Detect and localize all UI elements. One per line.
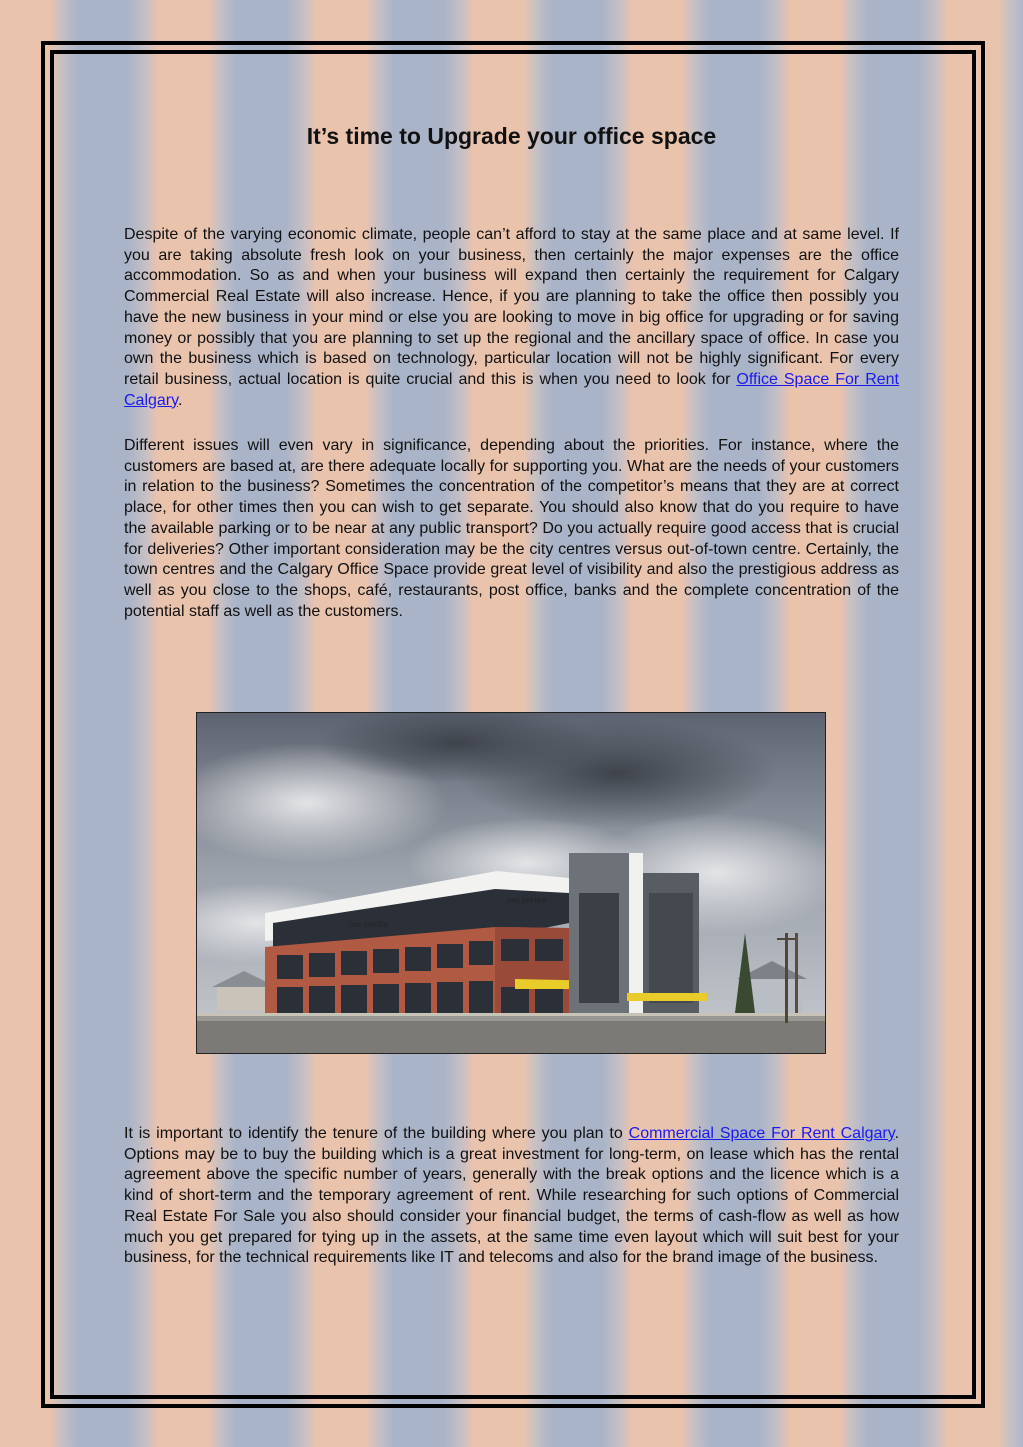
paragraph-3-text: . Options may be to buy the building which is a great investment for long-term, on lease which has the rental agreement above the specific number of years, generally with the break options and the licence which is a kind of short-term and the temporary agreement of rent. While researching for such options of Commercial Real Estate For Sale you also should consider your financial budget, the terms of cash-flow as well as how much you get prepared for tying up in the assets, at the same time even layout which will suit best for your business, for the technical requirements like IT and telecoms and also for the brand image of the business. — [124, 1125, 900, 1267]
page-title: It’s time to Upgrade your office space — [306, 123, 717, 149]
office-space-link[interactable]: Office Space For Rent Calgary — [124, 370, 900, 409]
paragraph-3 — [124, 1124, 899, 1269]
paragraph-1 — [124, 225, 899, 411]
paragraph-2: Different issues will even vary in significance, depending about the priorities. For instance, where the customers are based at, are there adequate locally for supporting you. What are the needs of your customers in relation to the business? Sometimes the concentration of the competitor’s means that they are at correct place, for other times then you can wish to get separate. You should also know that do you require to have the available parking or to be near at any public transport? Do you actually require good access that is crucial for deliveries? Other important consideration may be the city centres versus out-of-town centre. Certainly, the town centres and the Calgary Office Space provide great level of visibility and also the prestigious address as well as you close to the shops, café, restaurants, post office, banks and the complete concentration of the potential staff as well as the customers. — [124, 437, 899, 620]
paragraph-1-end: . — [177, 391, 183, 409]
commercial-space-link[interactable]: Commercial Space For Rent Calgary — [628, 1125, 895, 1142]
paragraph-1-text: Despite of the varying economic climate, people can’t afford to stay at the same place and at same level. If you are taking absolute fresh look on your business, then certainly the major expenses are the office accommodation. So as and when your business will expand then certainly the requirement for Calgary Commercial Real Estate will also increase. Hence, if you are planning to take the office then possibly you have the new business in your mind or else you are looking to move in big office for upgrading or for saving money or possibly that you are planning to set up the regional and the ancillary space of office. In case you own the business which is based on technology, particular location will not be highly significant. For every retail business, actual location is quite crucial and this is when you need to look for — [124, 226, 899, 388]
paragraph-3-start: It is important to identify the tenure of the building where you plan to — [124, 1125, 629, 1142]
sign-right: ONE SYSTEM — [507, 899, 547, 905]
office-building-photo — [196, 712, 826, 1054]
sign-left: ONE SYSTEM — [349, 923, 389, 929]
